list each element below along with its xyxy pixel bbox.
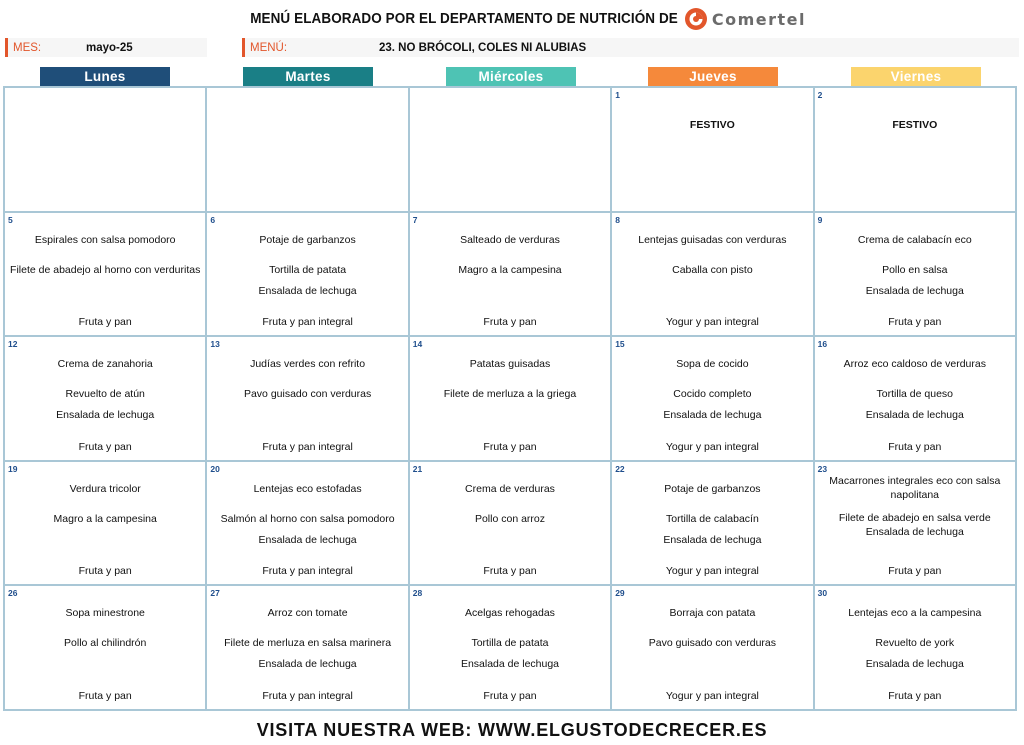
side-dish: Ensalada de lechuga xyxy=(865,525,964,538)
day-header-viernes: Viernes xyxy=(851,67,981,86)
day-cell xyxy=(612,213,812,336)
dessert: Fruta y pan xyxy=(483,689,537,702)
day-menu xyxy=(612,355,812,454)
day-menu xyxy=(612,480,812,579)
day-number: 13 xyxy=(210,339,220,350)
second-course: Tortilla de calabacín xyxy=(665,512,759,525)
comertel-logo-icon xyxy=(684,7,708,31)
day-menu xyxy=(207,231,407,330)
day-cell xyxy=(612,337,812,460)
first-course: Lentejas eco a la campesina xyxy=(848,607,982,620)
first-course: Espirales con salsa pomodoro xyxy=(34,233,176,246)
website-footer: VISITA NUESTRA WEB: WWW.ELGUSTODECRECER.ES xyxy=(256,720,768,740)
day-number: 21 xyxy=(412,463,423,474)
dessert: Fruta y pan xyxy=(888,316,942,329)
day-cell xyxy=(5,586,205,709)
first-course: Sopa de cocido xyxy=(676,358,749,371)
menu-calendar-grid xyxy=(3,86,1017,711)
menu-field xyxy=(242,38,1019,57)
day-header-miercoles: Miércoles xyxy=(446,67,576,86)
side-dish: Ensalada de lechuga xyxy=(663,409,762,422)
day-number: 12 xyxy=(8,339,18,350)
day-cell xyxy=(612,462,812,585)
second-course: Magro a la campesina xyxy=(458,263,562,276)
day-menu xyxy=(207,355,407,454)
second-course: Tortilla de patata xyxy=(269,263,347,276)
dessert: Yogur y pan integral xyxy=(665,440,759,453)
dessert: Fruta y pan xyxy=(888,565,942,578)
day-menu xyxy=(207,480,407,579)
day-menu xyxy=(612,106,812,205)
dessert: Fruta y pan xyxy=(78,316,132,329)
day-cell xyxy=(207,462,407,585)
first-course: Salteado de verduras xyxy=(460,233,560,246)
day-cell xyxy=(410,88,610,211)
first-course: Potaje de garbanzos xyxy=(664,482,761,495)
dessert: Fruta y pan xyxy=(483,316,537,329)
day-cell xyxy=(815,462,1015,585)
side-dish: Ensalada de lechuga xyxy=(865,284,964,297)
day-number: 9 xyxy=(817,214,823,225)
day-cell xyxy=(410,213,610,336)
day-cell xyxy=(815,213,1015,336)
day-cell xyxy=(612,586,812,709)
day-number: 7 xyxy=(412,214,418,225)
second-course: Filete de merluza en salsa marinera xyxy=(224,637,392,650)
day-number: 1 xyxy=(615,90,620,100)
first-course: Arroz con tomate xyxy=(267,607,348,620)
day-cell xyxy=(5,337,205,460)
day-cell xyxy=(207,586,407,709)
day-number: 29 xyxy=(615,588,625,599)
day-menu xyxy=(612,604,812,703)
day-menu xyxy=(815,106,1015,205)
day-cell xyxy=(815,337,1015,460)
month-field xyxy=(5,38,207,57)
day-number: 2 xyxy=(817,90,823,100)
dessert: Fruta y pan xyxy=(888,440,942,453)
dessert: Fruta y pan xyxy=(78,565,132,578)
day-menu xyxy=(612,231,812,330)
dessert: Fruta y pan integral xyxy=(262,565,353,578)
menu-label: MENÚ: xyxy=(250,41,288,54)
side-dish: Ensalada de lechuga xyxy=(865,658,964,671)
dessert: Fruta y pan xyxy=(888,689,942,702)
day-header-martes: Martes xyxy=(243,67,373,86)
day-menu xyxy=(815,604,1015,703)
side-dish: Ensalada de lechuga xyxy=(258,284,357,297)
day-cell xyxy=(207,213,407,336)
day-number: 8 xyxy=(615,214,620,225)
day-cell xyxy=(612,88,812,211)
side-dish: Ensalada de lechuga xyxy=(460,658,560,671)
first-course: Crema de zanahoria xyxy=(57,358,153,371)
day-menu xyxy=(410,355,610,454)
day-number: 5 xyxy=(8,214,13,225)
day-menu xyxy=(410,231,610,330)
day-number: 14 xyxy=(412,339,423,350)
dessert: Fruta y pan xyxy=(483,440,537,453)
day-menu xyxy=(207,106,407,205)
dessert: Fruta y pan integral xyxy=(262,316,353,329)
page-header xyxy=(0,6,1024,32)
day-menu xyxy=(5,355,205,454)
dessert: Fruta y pan xyxy=(483,565,537,578)
first-course: Sopa minestrone xyxy=(65,607,145,620)
second-course: Revuelto de atún xyxy=(65,388,145,401)
side-dish: Ensalada de lechuga xyxy=(56,409,155,422)
first-course: Crema de calabacín eco xyxy=(857,233,972,246)
second-course: Pollo al chilindrón xyxy=(64,637,147,650)
holiday-label: FESTIVO xyxy=(689,119,735,131)
brand-logo xyxy=(684,7,806,31)
day-number: 20 xyxy=(210,463,220,474)
second-course: Magro a la campesina xyxy=(53,512,157,525)
second-course: Filete de merluza a la griega xyxy=(443,388,577,401)
day-cell xyxy=(410,586,610,709)
day-menu xyxy=(410,604,610,703)
day-cell xyxy=(5,213,205,336)
second-course: Revuelto de york xyxy=(875,637,955,650)
dessert: Fruta y pan integral xyxy=(262,440,353,453)
holiday-label: FESTIVO xyxy=(892,119,938,131)
dessert: Yogur y pan integral xyxy=(665,316,759,329)
first-course: Judías verdes con refrito xyxy=(250,358,366,371)
day-number: 15 xyxy=(615,339,625,350)
second-course: Pavo guisado con verduras xyxy=(243,388,372,401)
day-number: 6 xyxy=(210,214,216,225)
second-course: Tortilla de queso xyxy=(876,388,954,401)
day-number: 26 xyxy=(8,588,18,599)
day-number: 23 xyxy=(817,463,828,474)
side-dish: Ensalada de lechuga xyxy=(258,533,357,546)
day-menu xyxy=(410,480,610,579)
menu-value: 23. NO BRÓCOLI, COLES NI ALUBIAS xyxy=(379,41,587,54)
second-course: Pollo en salsa xyxy=(882,263,948,276)
day-menu xyxy=(410,106,610,205)
side-dish: Ensalada de lechuga xyxy=(258,658,357,671)
side-dish: Ensalada de lechuga xyxy=(865,409,964,422)
first-course: Verdura tricolor xyxy=(69,482,141,495)
day-header-jueves: Jueves xyxy=(648,67,778,86)
day-cell xyxy=(815,88,1015,211)
second-course: Filete de abadejo en salsa verde xyxy=(838,511,991,524)
day-menu xyxy=(5,106,205,205)
brand-name: Comertel xyxy=(711,9,807,29)
first-course: Potaje de garbanzos xyxy=(259,233,356,246)
day-number: 16 xyxy=(817,339,828,350)
second-course: Cocido completo xyxy=(673,388,752,401)
first-course: Crema de verduras xyxy=(465,482,555,495)
month-label: MES: xyxy=(13,41,42,54)
day-menu xyxy=(5,231,205,330)
side-dish: Ensalada de lechuga xyxy=(663,533,762,546)
dessert: Fruta y pan xyxy=(78,440,132,453)
page-title: MENÚ ELABORADO POR EL DEPARTAMENTO DE NUTRICIÓN DE xyxy=(250,11,678,27)
day-menu xyxy=(5,604,205,703)
month-value: mayo-25 xyxy=(86,41,133,54)
day-number: 19 xyxy=(8,463,18,474)
day-cell xyxy=(410,462,610,585)
day-cell xyxy=(815,586,1015,709)
second-course: Pollo con arroz xyxy=(474,512,546,525)
day-menu xyxy=(815,355,1015,454)
day-cell xyxy=(5,88,205,211)
dessert: Yogur y pan integral xyxy=(665,565,759,578)
day-number: 28 xyxy=(412,588,423,599)
first-course: Patatas guisadas xyxy=(469,358,551,371)
first-course: Acelgas rehogadas xyxy=(465,607,555,620)
day-menu xyxy=(207,604,407,703)
first-course: Borraja con patata xyxy=(669,607,756,620)
second-course: Tortilla de patata xyxy=(471,637,549,650)
day-menu xyxy=(5,480,205,579)
first-course: Lentejas guisadas con verduras xyxy=(638,233,787,246)
day-cell xyxy=(410,337,610,460)
day-cell xyxy=(207,337,407,460)
day-number: 27 xyxy=(210,588,220,599)
day-menu xyxy=(815,231,1015,330)
first-course: Macarrones integrales eco con salsa napolitana xyxy=(829,474,1001,501)
dessert: Yogur y pan integral xyxy=(665,689,759,702)
day-menu xyxy=(815,474,1015,579)
day-cell xyxy=(207,88,407,211)
dessert: Fruta y pan xyxy=(78,689,132,702)
first-course: Arroz eco caldoso de verduras xyxy=(843,358,986,371)
second-course: Salmón al horno con salsa pomodoro xyxy=(220,512,395,525)
second-course: Caballa con pisto xyxy=(672,263,753,276)
first-course: Lentejas eco estofadas xyxy=(253,482,362,495)
day-number: 22 xyxy=(615,463,625,474)
day-header-lunes: Lunes xyxy=(40,67,170,86)
second-course: Filete de abadejo al horno con verduritas xyxy=(10,263,201,276)
dessert: Fruta y pan integral xyxy=(262,689,353,702)
day-cell xyxy=(5,462,205,585)
day-number: 30 xyxy=(817,588,828,599)
second-course: Pavo guisado con verduras xyxy=(648,637,777,650)
